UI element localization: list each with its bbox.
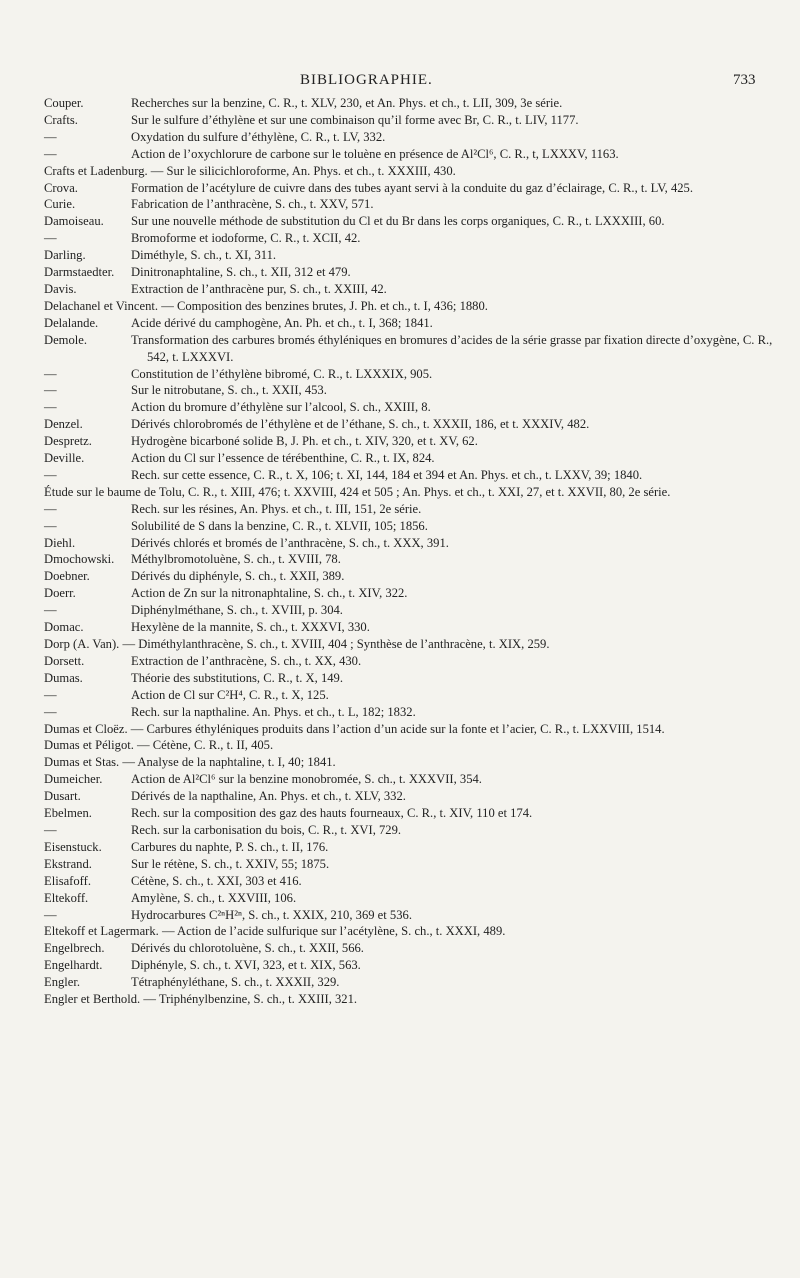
entry-author: — — [44, 400, 57, 415]
entry-text: Sur le rétène, S. ch., t. XXIV, 55; 1875. — [131, 856, 330, 871]
entry-text: Acide dérivé du camphogène, An. Ph. et ch., t. I, 368; 1841. — [131, 315, 433, 330]
entry-text: Dérivés du chlorotoluène, S. ch., t. XXII, 566. — [131, 941, 364, 956]
bibliography-entry — [44, 281, 788, 298]
entry-author: — — [44, 231, 57, 246]
bibliography-entry — [44, 653, 788, 670]
bibliography-entry — [44, 822, 788, 839]
entry-text: Solubilité de S dans la benzine, C. R., t. XLVII, 105; 1856. — [131, 518, 428, 533]
entry-text: Oxydation du sulfure d’éthylène, C. R., t. LV, 332. — [131, 129, 386, 144]
bibliography-entry — [44, 890, 788, 907]
entry-text: Sur le nitrobutane, S. ch., t. XXII, 453. — [131, 383, 327, 398]
bibliography-entry — [44, 923, 788, 940]
entry-author: Demole. — [44, 332, 88, 347]
entry-text: Bromoforme et iodoforme, C. R., t. XCII, 42. — [131, 231, 361, 246]
bibliography-entry — [44, 518, 788, 535]
entry-author: Dorsett. — [44, 653, 85, 668]
entry-text: Hydrocarbures C²ⁿH²ⁿ, S. ch., t. XXIX, 210, 369 et 536. — [131, 907, 412, 922]
bibliography-entry — [44, 856, 788, 873]
entry-author: — — [44, 366, 57, 381]
bibliography-entry — [44, 230, 788, 247]
bibliography-entry — [44, 636, 788, 653]
entry-author: — — [44, 467, 57, 482]
entry-author: — — [44, 687, 57, 702]
entry-author: Darmstaedter. — [44, 265, 115, 280]
bibliography-entry — [44, 180, 788, 197]
bibliography-entry — [44, 754, 788, 771]
entry-text: Rech. sur la napthaline. An. Phys. et ch., t. L, 182; 1832. — [131, 704, 416, 719]
entry-text: Dérivés chlorobromés de l’éthylène et de l’éthane, S. ch., t. XXXII, 186, et t. XXXIV, 482. — [131, 417, 590, 432]
bibliography-entry — [44, 670, 788, 687]
bibliography-entry — [44, 771, 788, 788]
entry-text: Recherches sur la benzine, C. R., t. XLV, 230, et An. Phys. et ch., t. LII, 309, 3e série. — [131, 96, 563, 110]
entry-author: — — [44, 907, 57, 922]
entry-text: Action de l’oxychlorure de carbone sur le toluène en présence de Al²Cl⁶, C. R., t, LXXXV, 1163. — [131, 146, 619, 161]
bibliography-list — [44, 95, 788, 1008]
bibliography-entry — [44, 737, 788, 754]
bibliography-entry — [44, 112, 788, 129]
entry-author: Doebner. — [44, 569, 90, 584]
bibliography-entry — [44, 535, 788, 552]
bibliography-entry — [44, 551, 788, 568]
entry-text: Engler et Berthold. — Triphénylbenzine, S. ch., t. XXIII, 321. — [44, 992, 358, 1007]
bibliography-entry — [44, 805, 788, 822]
bibliography-entry — [44, 873, 788, 890]
entry-text: Dorp (A. Van). — Diméthylanthracène, S. ch., t. XVIII, 404 ; Synthèse de l’anthracène, t. XIX, 259. — [44, 637, 550, 651]
bibliography-entry — [44, 163, 788, 180]
bibliography-entry — [44, 602, 788, 619]
bibliography-entry — [44, 450, 788, 467]
entry-text: Amylène, S. ch., t. XXVIII, 106. — [131, 890, 297, 905]
entry-text: Action du bromure d’éthylène sur l’alcool, S. ch., XXIII, 8. — [131, 400, 431, 415]
entry-text: Crafts et Ladenburg. — Sur le silicichloroforme, An. Phys. et ch., t. XXXIII, 430. — [44, 163, 456, 178]
entry-text: Diméthyle, S. ch., t. XI, 311. — [131, 248, 277, 263]
entry-author: Eltekoff. — [44, 890, 89, 905]
entry-author: Delalande. — [44, 315, 99, 330]
entry-author: Engler. — [44, 975, 81, 990]
bibliography-entry — [44, 332, 788, 366]
bibliography-entry — [44, 839, 788, 856]
bibliography-entry — [44, 213, 788, 230]
entry-text: Dérivés du diphényle, S. ch., t. XXII, 389. — [131, 569, 345, 584]
bibliography-entry — [44, 433, 788, 450]
bibliography-entry — [44, 366, 788, 383]
entry-text: Sur le sulfure d’éthylène et sur une combinaison qu’il forme avec Br, C. R., t. LIV, 1177. — [131, 112, 579, 127]
entry-text: Dinitronaphtaline, S. ch., t. XII, 312 et 479. — [131, 265, 351, 280]
entry-text: Constitution de l’éthylène bibromé, C. R., t. LXXXIX, 905. — [131, 366, 433, 381]
entry-author: Doerr. — [44, 586, 76, 601]
entry-text: Action du Cl sur l’essence de térébenthine, C. R., t. IX, 824. — [131, 451, 435, 466]
entry-text: Delachanel et Vincent. — Composition des benzines brutes, J. Ph. et ch., t. I, 436; 1880. — [44, 298, 488, 313]
entry-author: Diehl. — [44, 535, 76, 550]
bibliography-entry — [44, 146, 788, 163]
entry-author: — — [44, 501, 57, 516]
bibliography-entry — [44, 721, 788, 738]
entry-author: Dmochowski. — [44, 552, 115, 567]
bibliography-entry — [44, 416, 788, 433]
running-header — [0, 72, 800, 92]
running-title: BIBLIOGRAPHIE. — [300, 72, 433, 88]
entry-text: Fabrication de l’anthracène, S. ch., t. XXV, 571. — [131, 197, 374, 212]
entry-author: — — [44, 146, 57, 161]
bibliography-entry — [44, 196, 788, 213]
entry-text: Eltekoff et Lagermark. — Action de l’acide sulfurique sur l’acétylène, S. ch., t. XXXI, 489. — [44, 924, 506, 939]
entry-text: Formation de l’acétylure de cuivre dans des tubes ayant servi à la conduite du gaz d’éclairage, C. R., t. LV, 425. — [131, 180, 694, 195]
entry-text: Dérivés de la napthaline, An. Phys. et ch., t. XLV, 332. — [131, 789, 406, 804]
entry-author: Couper. — [44, 96, 84, 110]
bibliography-entry — [44, 704, 788, 721]
entry-author: Elisafoff. — [44, 873, 91, 888]
bibliography-entry — [44, 382, 788, 399]
entry-author: Darling. — [44, 248, 86, 263]
entry-text: Théorie des substitutions, C. R., t. X, 149. — [131, 670, 343, 685]
entry-text: Extraction de l’anthracène pur, S. ch., t. XXIII, 42. — [131, 281, 387, 296]
bibliography-entry — [44, 907, 788, 924]
entry-text: Tétraphényléthane, S. ch., t. XXXII, 329. — [131, 975, 340, 990]
entry-text: Carbures du naphte, P. S. ch., t. II, 176. — [131, 839, 329, 854]
entry-text: Rech. sur la composition des gaz des hauts fourneaux, C. R., t. XIV, 110 et 174. — [131, 806, 533, 821]
entry-text: Hydrogène bicarboné solide B, J. Ph. et ch., t. XIV, 320, et t. XV, 62. — [131, 434, 478, 449]
entry-text: Action de Al²Cl⁶ sur la benzine monobromée, S. ch., t. XXXVII, 354. — [131, 772, 482, 787]
entry-author: Engelbrech. — [44, 941, 105, 956]
entry-author: Denzel. — [44, 417, 83, 432]
entry-text: Rech. sur cette essence, C. R., t. X, 106; t. XI, 144, 184 et 394 et An. Phys. et ch., t. LXXV, 39; 1840. — [131, 467, 643, 482]
bibliography-entry — [44, 991, 788, 1008]
bibliography-entry — [44, 264, 788, 281]
entry-author: — — [44, 822, 57, 837]
entry-text: Hexylène de la mannite, S. ch., t. XXXVI, 330. — [131, 620, 370, 635]
bibliography-entry — [44, 619, 788, 636]
bibliography-entry — [44, 315, 788, 332]
entry-text: Extraction de l’anthracène, S. ch., t. XX, 430. — [131, 653, 362, 668]
entry-author: — — [44, 704, 57, 719]
entry-text: Rech. sur la carbonisation du bois, C. R., t. XVI, 729. — [131, 822, 402, 837]
entry-author: — — [44, 383, 57, 398]
bibliography-entry — [44, 399, 788, 416]
entry-text: Cétène, S. ch., t. XXI, 303 et 416. — [131, 873, 302, 888]
bibliography-entry — [44, 247, 788, 264]
entry-author: Dumas. — [44, 670, 83, 685]
entry-author: Dusart. — [44, 789, 81, 804]
entry-text: Méthylbromotoluène, S. ch., t. XVIII, 78. — [131, 552, 341, 567]
entry-author: — — [44, 518, 57, 533]
entry-author: Deville. — [44, 451, 85, 466]
entry-text: Action de Zn sur la nitronaphtaline, S. ch., t. XIV, 322. — [131, 586, 408, 601]
bibliography-entry — [44, 687, 788, 704]
entry-text: Dérivés chlorés et bromés de l’anthracène, S. ch., t. XXX, 391. — [131, 535, 449, 550]
entry-author: Crova. — [44, 180, 78, 195]
page-number: 733 — [733, 72, 756, 88]
bibliography-entry — [44, 788, 788, 805]
entry-author: Ekstrand. — [44, 856, 92, 871]
entry-text: Diphénylméthane, S. ch., t. XVIII, p. 304. — [131, 603, 343, 618]
entry-text: Dumas et Péligot. — Cétène, C. R., t. II, 405. — [44, 738, 274, 753]
bibliography-entry — [44, 484, 788, 501]
entry-author: Eisenstuck. — [44, 839, 102, 854]
entry-author: — — [44, 129, 57, 144]
entry-author: Engelhardt. — [44, 958, 103, 973]
bibliography-entry — [44, 568, 788, 585]
entry-text: Dumas et Cloëz. — Carbures éthyléniques produits dans l’action d’un acide sur la fonte et l’acier, C. R., t. LXXVIII, 1514. — [44, 721, 665, 736]
entry-author: Dumeicher. — [44, 772, 103, 787]
bibliography-entry — [44, 467, 788, 484]
bibliography-entry — [44, 129, 788, 146]
bibliography-entry — [44, 95, 788, 112]
bibliography-entry — [44, 585, 788, 602]
entry-text: Sur une nouvelle méthode de substitution du Cl et du Br dans les corps organiques, C. R., t. LXXXIII, 60. — [131, 214, 665, 229]
bibliography-entry — [44, 957, 788, 974]
entry-text: Action de Cl sur C²H⁴, C. R., t. X, 125. — [131, 687, 329, 702]
bibliography-entry — [44, 298, 788, 315]
entry-author: Curie. — [44, 197, 76, 212]
bibliography-entry — [44, 940, 788, 957]
entry-author: Ebelmen. — [44, 806, 92, 821]
entry-text: Rech. sur les résines, An. Phys. et ch., t. III, 151, 2e série. — [131, 501, 422, 516]
entry-text: Étude sur le baume de Tolu, C. R., t. XIII, 476; t. XXVIII, 424 et 505 ; An. Phys. et ch., t. XXI, 27, et t. XXVII, 80, 2e série. — [44, 484, 671, 499]
bibliography-entry — [44, 501, 788, 518]
entry-text: Transformation des carbures bromés éthyléniques en bromures d’acides de la série grasse par fixation directe d’oxygène, C. R., 542, t. LXXXVI. — [131, 332, 773, 364]
bibliography-entry — [44, 974, 788, 991]
entry-author: Despretz. — [44, 434, 92, 449]
entry-author: Domac. — [44, 620, 84, 635]
entry-text: Diphényle, S. ch., t. XVI, 323, et t. XIX, 563. — [131, 958, 361, 973]
entry-author: Damoiseau. — [44, 214, 104, 229]
entry-author: Davis. — [44, 281, 77, 296]
entry-author: Crafts. — [44, 112, 78, 127]
entry-author: — — [44, 603, 57, 618]
entry-text: Dumas et Stas. — Analyse de la naphtaline, t. I, 40; 1841. — [44, 755, 336, 770]
